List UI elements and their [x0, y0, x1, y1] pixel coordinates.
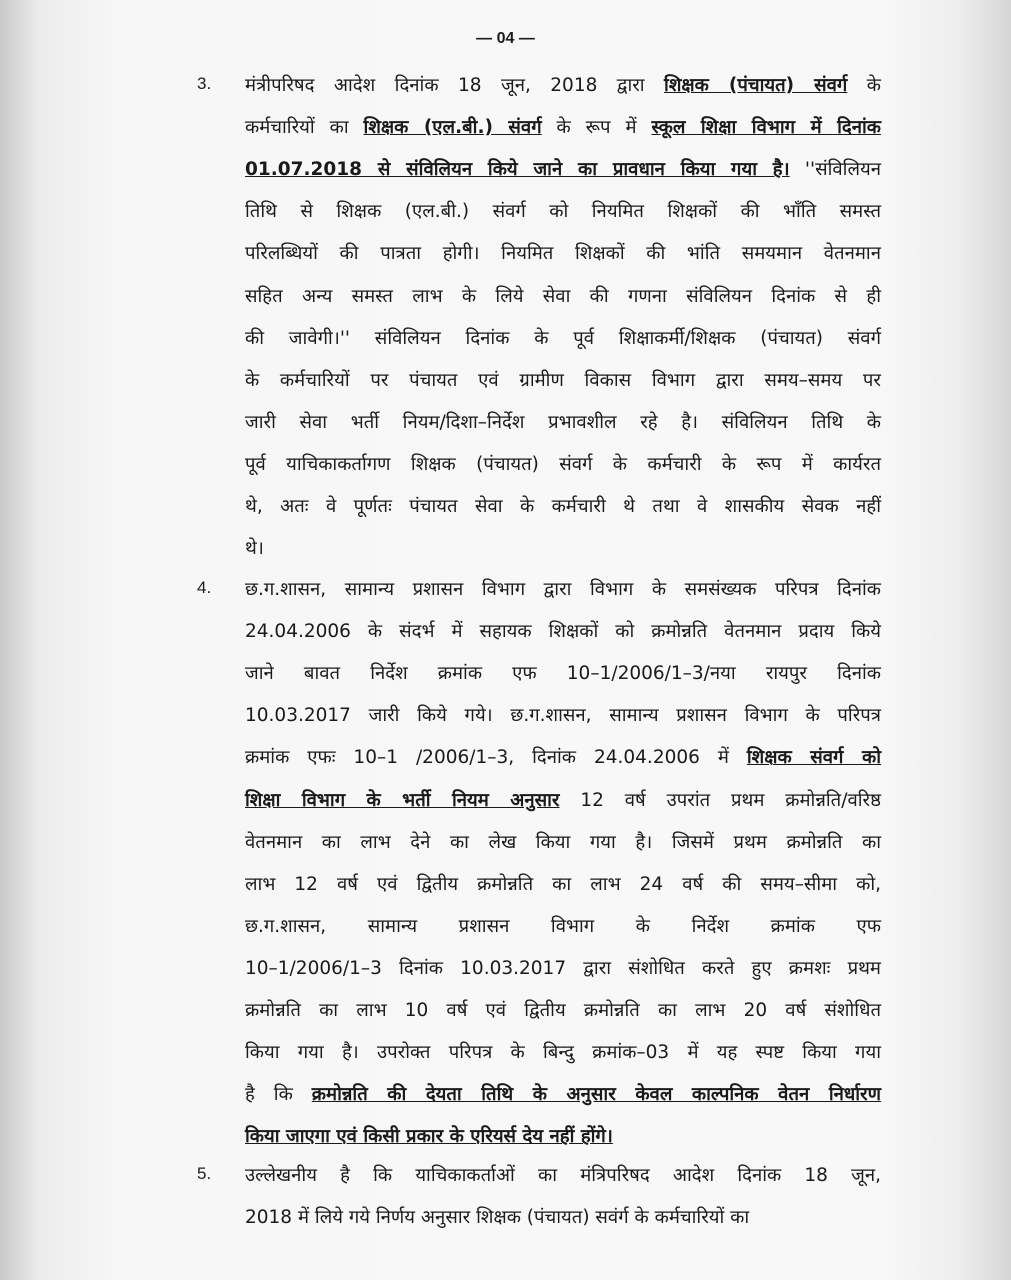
text-line [245, 240, 881, 282]
text-segment: क्रमांक एफः 10–1 /2006/1–3, दिनांक 24.04.2006 में [245, 747, 747, 769]
underlined-text: 01.07.2018 से संविलियन किये जाने का प्रावधान किया गया है। [245, 159, 790, 181]
text-line [245, 451, 881, 493]
text-segment: परिलब्धियों की पात्रता होगी। नियमित शिक्षकों की भांति समयमान वेतनमान [245, 243, 881, 265]
underlined-text: शिक्षक (एल.बी.) संवर्ग [363, 117, 542, 139]
text-segment: थे, अतः वे पूर्णतः पंचायत सेवा के कर्मचारी थे तथा वे शासकीय सेवक नहीं [245, 496, 881, 517]
text-line [245, 535, 881, 577]
text-segment: वेतनमान का लाभ देने का लेख किया गया है। जिसमें प्रथम क्रमोन्नति का [245, 831, 881, 853]
text-segment: है कि [245, 1084, 312, 1106]
text-segment: 10.03.2017 जारी किये गये। छ.ग.शासन, सामान्य प्रशासन विभाग के परिपत्र [245, 705, 881, 727]
text-segment: जारी सेवा भर्ती नियम/दिशा–निर्देश प्रभावशील रहे है। संविलियन तिथि के [245, 411, 881, 433]
text-segment: की जावेगी।'' संविलियन दिनांक के पूर्व शिक्षाकर्मी/शिक्षक (पंचायत) संवर्ग [245, 327, 881, 349]
text-line [245, 72, 881, 114]
paragraph-number: 5. [197, 1164, 212, 1183]
underlined-text: शिक्षक संवर्ग को [746, 747, 881, 769]
text-segment: ''संविलियन [789, 159, 881, 181]
text-line [245, 744, 881, 786]
text-segment: किया गया है। उपरोक्त परिपत्र के बिन्दु क्रमांक–03 में यह स्पष्ट किया गया [245, 1042, 881, 1064]
text-line [245, 114, 881, 156]
text-segment: सहित अन्य समस्त लाभ के लिये सेवा की गणना संविलियन दिनांक से ही [245, 285, 881, 307]
text-line [245, 787, 881, 829]
paragraph-number: 3. [197, 74, 212, 93]
text-line [245, 1162, 881, 1204]
text-line [245, 493, 881, 535]
text-line [245, 618, 881, 660]
text-line [245, 325, 881, 367]
text-line [245, 283, 881, 325]
text-line [245, 660, 881, 702]
text-line [245, 829, 881, 871]
text-segment: मंत्रीपरिषद आदेश दिनांक 18 जून, 2018 द्वारा [245, 75, 665, 96]
text-line [245, 997, 881, 1039]
text-line [245, 367, 881, 409]
text-line [245, 1204, 881, 1246]
text-line [245, 871, 881, 913]
text-segment: लाभ 12 वर्ष एवं द्वितीय क्रमोन्नति का लाभ 24 वर्ष की समय–सीमा को, [245, 873, 881, 895]
text-segment: के कर्मचारियों पर पंचायत एवं ग्रामीण विकास विभाग द्वारा समय–समय पर [245, 369, 881, 391]
text-segment: जाने बावत निर्देश क्रमांक एफ 10–1/2006/1–3/नया रायपुर दिनांक [245, 663, 881, 685]
underlined-text: शिक्षा विभाग के भर्ती नियम अनुसार [245, 789, 560, 811]
text-segment: तिथि से शिक्षक (एल.बी.) संवर्ग को नियमित शिक्षकों की भाँति समस्त [245, 201, 881, 223]
text-segment: 2018 में लिये गये निर्णय अनुसार शिक्षक (पंचायत) सवंर्ग के कर्मचारियों का [245, 1207, 750, 1229]
text-segment: 10–1/2006/1–3 दिनांक 10.03.2017 द्वारा संशोधित करते हुए क्रमशः प्रथम [245, 957, 881, 979]
text-segment: 12 वर्ष उपरांत प्रथम क्रमोन्नति/वरिष्ठ [559, 789, 881, 811]
underlined-text: स्कूल शिक्षा विभाग में दिनांक [651, 117, 881, 139]
text-segment: के [847, 75, 881, 96]
text-segment: थे। [245, 538, 264, 560]
underlined-text: क्रमोन्नति की देयता तिथि के अनुसार केवल काल्पनिक वेतन निर्धारण [311, 1084, 881, 1106]
page-number: — 04 — [476, 30, 535, 47]
text-segment: कर्मचारियों का [245, 117, 364, 139]
paragraph-number: 4. [197, 578, 212, 597]
text-segment: के रूप में [541, 117, 652, 139]
text-line [245, 1123, 881, 1165]
underlined-text: किया जाएगा एवं किसी प्रकार के एरियर्स देय नहीं होंगे। [245, 1126, 613, 1148]
text-line [245, 1081, 881, 1123]
text-line [245, 156, 881, 198]
text-line [245, 955, 881, 997]
text-segment: क्रमोन्नति का लाभ 10 वर्ष एवं द्वितीय क्रमोन्नति का लाभ 20 वर्ष संशोधित [245, 1000, 881, 1021]
text-line [245, 198, 881, 240]
text-segment: छ.ग.शासन, सामान्य प्रशासन विभाग के निर्देश क्रमांक एफ [245, 915, 881, 937]
text-line [245, 913, 881, 955]
text-segment: 24.04.2006 के संदर्भ में सहायक शिक्षकों को क्रमोन्नति वेतनमान प्रदाय किये [245, 621, 881, 643]
text-line [245, 702, 881, 744]
text-line [245, 576, 881, 618]
text-segment: उल्लेखनीय है कि याचिकाकर्ताओं का मंत्रिपरिषद आदेश दिनांक 18 जून, [245, 1165, 881, 1186]
text-segment: पूर्व याचिकाकर्तागण शिक्षक (पंचायत) संवर्ग के कर्मचारी के रूप में कार्यरत [245, 453, 881, 475]
text-line [245, 1039, 881, 1081]
text-segment: छ.ग.शासन, सामान्य प्रशासन विभाग द्वारा विभाग के समसंख्यक परिपत्र दिनांक [245, 579, 881, 600]
underlined-text: शिक्षक (पंचायत) संवर्ग [664, 75, 848, 96]
text-line [245, 409, 881, 451]
